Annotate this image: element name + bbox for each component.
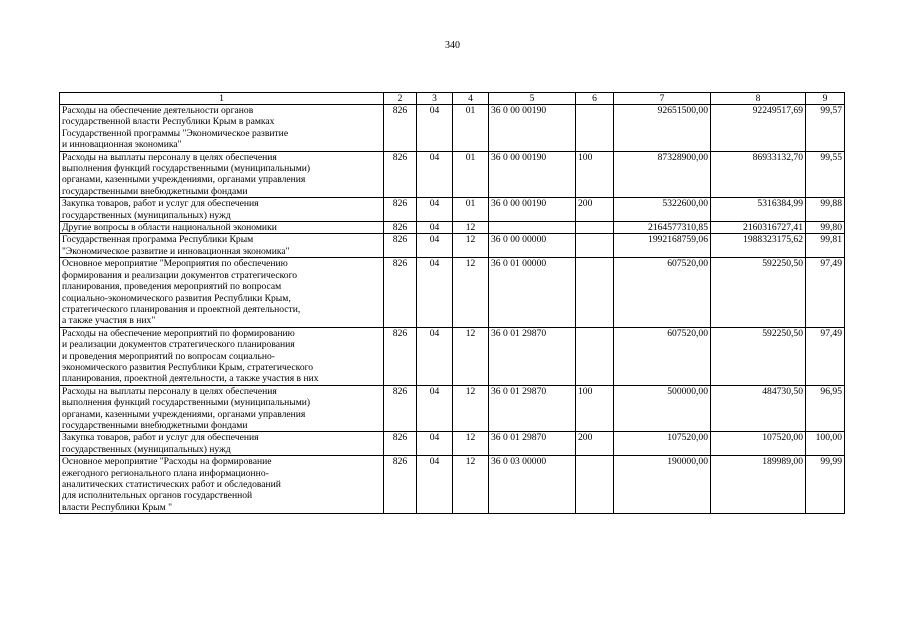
column-header: 7 — [614, 93, 711, 105]
table-row — [60, 105, 845, 152]
execution-percent-cell: 99,55 — [806, 151, 845, 198]
target-article-cell: 36 0 00 00190 — [489, 198, 576, 222]
target-article-cell — [489, 222, 576, 234]
planned-amount-cell: 607520,00 — [614, 327, 711, 385]
planned-amount-cell: 107520,00 — [614, 432, 711, 456]
target-article-cell: 36 0 01 29870 — [489, 385, 576, 432]
column-header: 8 — [711, 93, 806, 105]
grbs-code-cell: 826 — [384, 198, 417, 222]
execution-percent-cell: 96,95 — [806, 385, 845, 432]
executed-amount-cell: 107520,00 — [711, 432, 806, 456]
column-header: 9 — [806, 93, 845, 105]
subsection-code-cell: 12 — [453, 222, 489, 234]
target-article-cell: 36 0 03 00000 — [489, 456, 576, 514]
table-row — [60, 456, 845, 514]
planned-amount-cell: 92651500,00 — [614, 105, 711, 152]
column-header: 1 — [60, 93, 384, 105]
executed-amount-cell: 189989,00 — [711, 456, 806, 514]
execution-percent-cell: 99,57 — [806, 105, 845, 152]
subsection-code-cell: 12 — [453, 456, 489, 514]
section-code-cell: 04 — [417, 222, 453, 234]
section-code-cell: 04 — [417, 105, 453, 152]
budget-execution-table — [59, 92, 845, 514]
expense-type-cell: 100 — [576, 151, 614, 198]
subsection-code-cell: 01 — [453, 151, 489, 198]
subsection-code-cell: 01 — [453, 198, 489, 222]
subsection-code-cell: 12 — [453, 432, 489, 456]
executed-amount-cell: 86933132,70 — [711, 151, 806, 198]
target-article-cell: 36 0 01 29870 — [489, 327, 576, 385]
subsection-code-cell: 01 — [453, 105, 489, 152]
execution-percent-cell: 97,49 — [806, 258, 845, 327]
section-code-cell: 04 — [417, 198, 453, 222]
column-header: 4 — [453, 93, 489, 105]
expense-type-cell: 100 — [576, 385, 614, 432]
expense-type-cell — [576, 258, 614, 327]
planned-amount-cell: 5322600,00 — [614, 198, 711, 222]
target-article-cell: 36 0 01 00000 — [489, 258, 576, 327]
subsection-code-cell: 12 — [453, 258, 489, 327]
executed-amount-cell: 2160316727,41 — [711, 222, 806, 234]
expense-name-cell: Закупка товаров, работ и услуг для обеспечения государственных (муниципальных) нужд — [60, 432, 384, 456]
section-code-cell: 04 — [417, 151, 453, 198]
target-article-cell: 36 0 00 00000 — [489, 234, 576, 258]
grbs-code-cell: 826 — [384, 432, 417, 456]
expense-name-cell: Другие вопросы в области национальной экономики — [60, 222, 384, 234]
header-row — [60, 93, 845, 105]
column-header: 2 — [384, 93, 417, 105]
grbs-code-cell: 826 — [384, 105, 417, 152]
table-row — [60, 222, 845, 234]
executed-amount-cell: 484730,50 — [711, 385, 806, 432]
executed-amount-cell: 592250,50 — [711, 327, 806, 385]
expense-name-cell: Основное мероприятие "Мероприятия по обеспечению формирования и реализации документов стратегического планирования, проведения мероприятий по вопросам социально-экономического развития Республики Крым, стратегического планирования и проектной деятельности, а также участия в них" — [60, 258, 384, 327]
grbs-code-cell: 826 — [384, 385, 417, 432]
expense-name-cell: Расходы на выплаты персоналу в целях обеспечения выполнения функций государственными (муниципальными) органами, казенными учреждениями, органами управления государственными внебюджетными фондами — [60, 151, 384, 198]
planned-amount-cell: 87328900,00 — [614, 151, 711, 198]
section-code-cell: 04 — [417, 385, 453, 432]
section-code-cell: 04 — [417, 456, 453, 514]
subsection-code-cell: 12 — [453, 234, 489, 258]
expense-type-cell — [576, 105, 614, 152]
expense-type-cell: 200 — [576, 432, 614, 456]
target-article-cell: 36 0 00 00190 — [489, 151, 576, 198]
grbs-code-cell: 826 — [384, 258, 417, 327]
table-row — [60, 385, 845, 432]
column-header: 3 — [417, 93, 453, 105]
execution-percent-cell: 99,80 — [806, 222, 845, 234]
target-article-cell: 36 0 01 29870 — [489, 432, 576, 456]
executed-amount-cell: 92249517,69 — [711, 105, 806, 152]
execution-percent-cell: 99,81 — [806, 234, 845, 258]
table-row — [60, 327, 845, 385]
expense-name-cell: Основное мероприятие "Расходы на формирование ежегодного регионального плана информационно- аналитических статистических работ и обследований для исполнительных органов государственной власти Республики Крым " — [60, 456, 384, 514]
page-number: 340 — [445, 40, 460, 51]
column-header: 6 — [576, 93, 614, 105]
execution-percent-cell: 99,88 — [806, 198, 845, 222]
planned-amount-cell: 2164577310,85 — [614, 222, 711, 234]
executed-amount-cell: 5316384,99 — [711, 198, 806, 222]
grbs-code-cell: 826 — [384, 222, 417, 234]
planned-amount-cell: 607520,00 — [614, 258, 711, 327]
expense-name-cell: Закупка товаров, работ и услуг для обеспечения государственных (муниципальных) нужд — [60, 198, 384, 222]
planned-amount-cell: 500000,00 — [614, 385, 711, 432]
target-article-cell: 36 0 00 00190 — [489, 105, 576, 152]
section-code-cell: 04 — [417, 432, 453, 456]
expense-name-cell: Расходы на обеспечение деятельности органов государственной власти Республики Крым в рамках Государственной программы "Экономическое развитие и инновационная экономика" — [60, 105, 384, 152]
execution-percent-cell: 100,00 — [806, 432, 845, 456]
expense-type-cell — [576, 234, 614, 258]
grbs-code-cell: 826 — [384, 327, 417, 385]
expense-type-cell: 200 — [576, 198, 614, 222]
expense-name-cell: Расходы на обеспечение мероприятий по формированию и реализации документов стратегического планирования и проведения мероприятий по вопросам социально- экономического развития Республики Крым, стратегического планирования, проектной деятельности, а также участия в них — [60, 327, 384, 385]
table-row — [60, 198, 845, 222]
expense-type-cell — [576, 327, 614, 385]
section-code-cell: 04 — [417, 327, 453, 385]
grbs-code-cell: 826 — [384, 456, 417, 514]
grbs-code-cell: 826 — [384, 234, 417, 258]
table-row — [60, 151, 845, 198]
planned-amount-cell: 190000,00 — [614, 456, 711, 514]
subsection-code-cell: 12 — [453, 385, 489, 432]
expense-type-cell — [576, 222, 614, 234]
executed-amount-cell: 592250,50 — [711, 258, 806, 327]
grbs-code-cell: 826 — [384, 151, 417, 198]
table-row — [60, 432, 845, 456]
subsection-code-cell: 12 — [453, 327, 489, 385]
execution-percent-cell: 97,49 — [806, 327, 845, 385]
executed-amount-cell: 1988323175,62 — [711, 234, 806, 258]
expense-name-cell: Расходы на выплаты персоналу в целях обеспечения выполнения функций государственными (муниципальными) органами, казенными учреждениями, органами управления государственными внебюджетными фондами — [60, 385, 384, 432]
execution-percent-cell: 99,99 — [806, 456, 845, 514]
expense-type-cell — [576, 456, 614, 514]
section-code-cell: 04 — [417, 234, 453, 258]
column-header: 5 — [489, 93, 576, 105]
section-code-cell: 04 — [417, 258, 453, 327]
table-row — [60, 234, 845, 258]
planned-amount-cell: 1992168759,06 — [614, 234, 711, 258]
table-row — [60, 258, 845, 327]
expense-name-cell: Государственная программа Республики Крым "Экономическое развитие и инновационная экономика" — [60, 234, 384, 258]
